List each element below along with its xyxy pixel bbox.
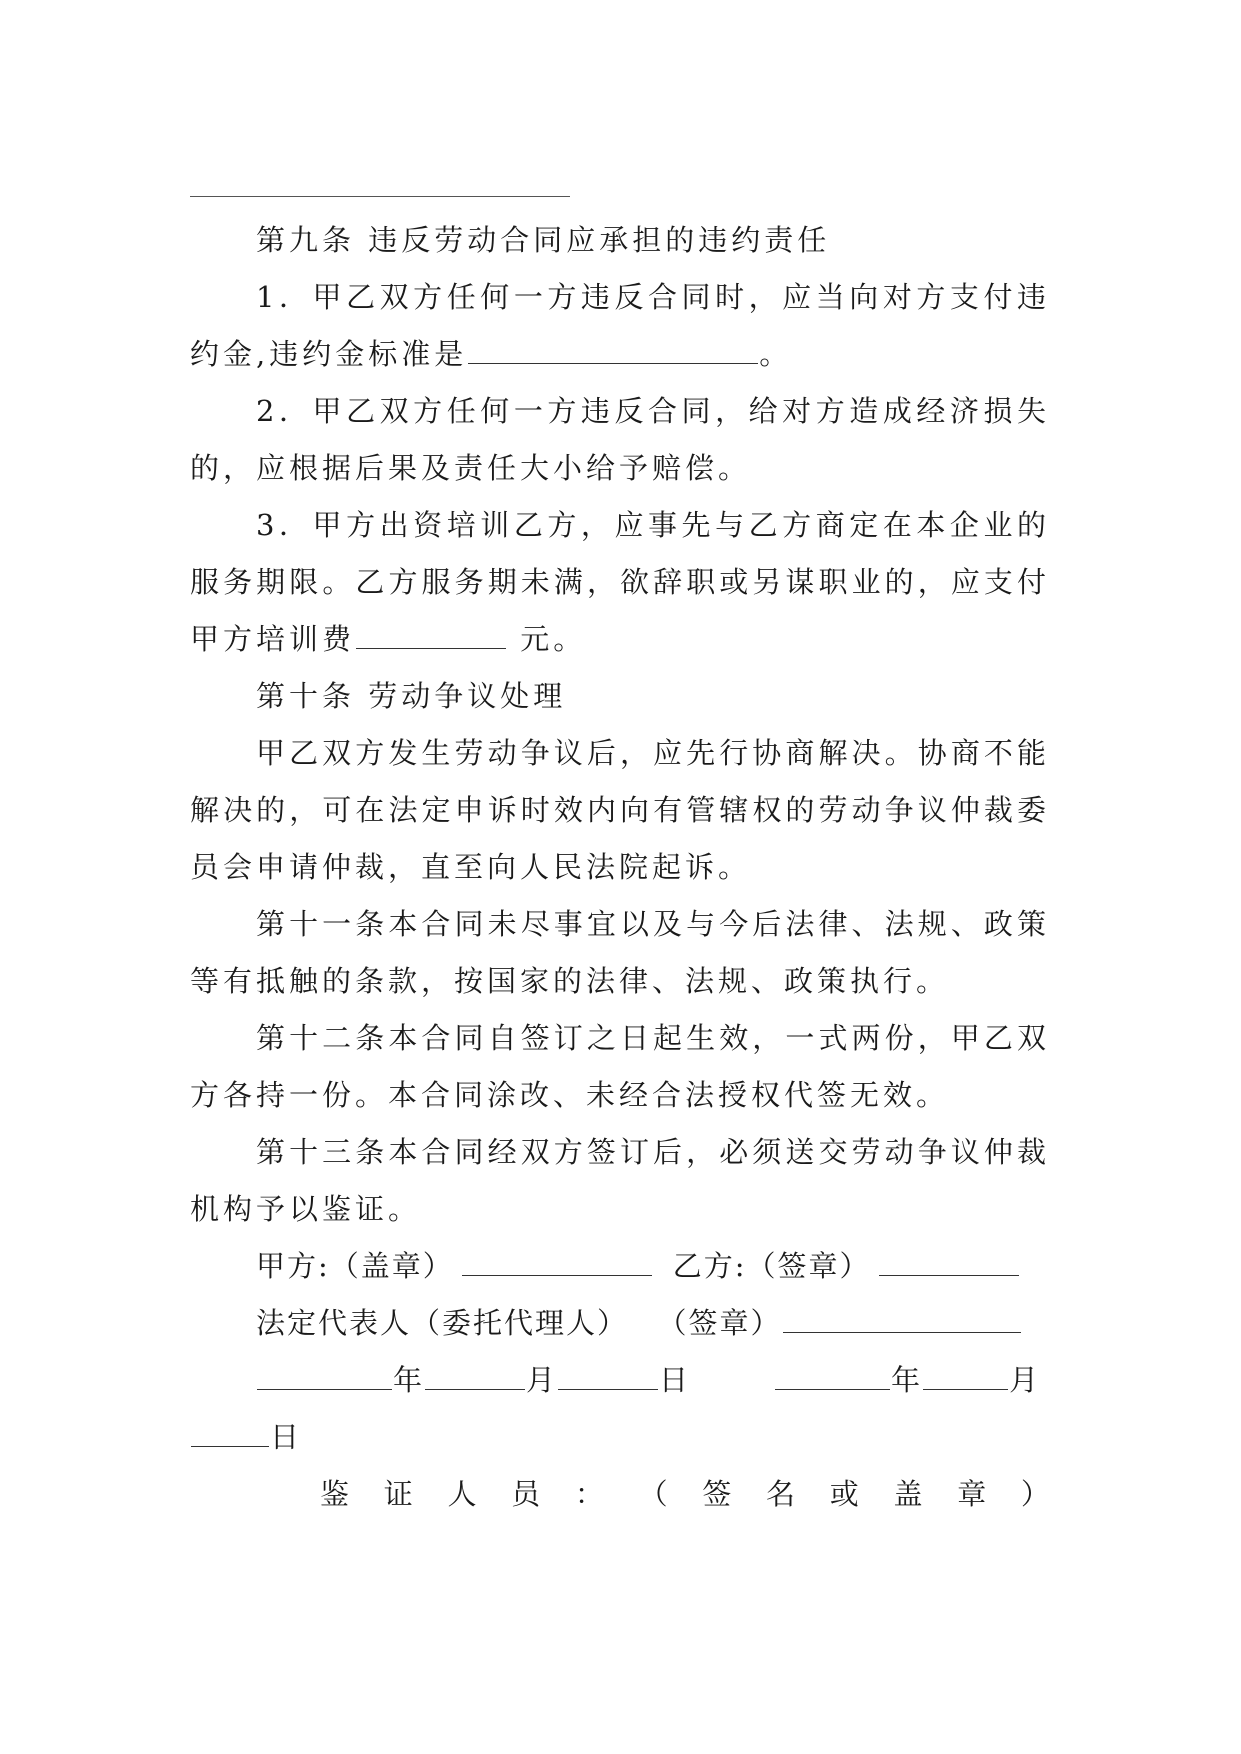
party-a-seal-blank	[462, 1247, 652, 1276]
legal-rep-blank	[783, 1304, 1021, 1333]
article9-item1-line2-text: 约金,违约金标准是	[190, 337, 468, 371]
party-a-year-label: 年	[393, 1363, 425, 1397]
party-b-day-blank	[191, 1418, 269, 1447]
verifier-char: 人	[447, 1477, 477, 1511]
party-b-seal-blank	[879, 1247, 1019, 1276]
verifier-char: 证	[383, 1477, 413, 1511]
party-b-year-blank	[775, 1361, 890, 1390]
training-fee-label: 甲方培训费	[190, 622, 356, 656]
article9-item3-line3	[190, 619, 1050, 659]
verifier-char: 鉴	[320, 1477, 350, 1511]
date-line	[256, 1360, 1050, 1400]
penalty-standard-blank	[468, 335, 758, 364]
verifier-char: 章	[957, 1477, 987, 1511]
party-b-day-label: 日	[270, 1420, 302, 1454]
article9-item3-line2: 服务期限。乙方服务期未满，欲辞职或另谋职业的，应支付	[190, 565, 1050, 599]
party-a-day-blank	[558, 1361, 658, 1390]
date-line-continued	[190, 1417, 1050, 1457]
verifier-char: 或	[829, 1477, 859, 1511]
legal-rep-label: 法定代表人（委托代理人）	[256, 1306, 629, 1340]
article9-item2-line1: 2．甲乙双方任何一方违反合同，给对方造成经济损失	[256, 394, 1050, 428]
party-a-day-label: 日	[659, 1363, 691, 1397]
article10-line1: 甲乙双方发生劳动争议后，应先行协商解决。协商不能	[256, 736, 1050, 770]
verifier-line	[320, 1474, 1050, 1514]
party-signature-line	[256, 1246, 1050, 1286]
verifier-char: 盖	[893, 1477, 923, 1511]
party-a-year-blank	[257, 1361, 392, 1390]
verifier-char: 员	[511, 1477, 541, 1511]
article9-item2-line2: 的，应根据后果及责任大小给予赔偿。	[190, 451, 752, 485]
article11-line2: 等有抵触的条款，按国家的法律、法规、政策执行。	[190, 964, 950, 998]
article10-line3: 员会申请仲裁，直至向人民法院起诉。	[190, 850, 752, 884]
training-fee-blank	[356, 620, 506, 649]
article9-item1-line1: 1．甲乙双方任何一方违反合同时，应当向对方支付违	[256, 280, 1050, 314]
verifier-char: 签	[702, 1477, 732, 1511]
legal-rep-line	[256, 1303, 1050, 1343]
party-b-month-label: 月	[1009, 1363, 1041, 1397]
party-b-label: 乙方:（签章）	[672, 1249, 871, 1283]
article9-title: 第九条 违反劳动合同应承担的违约责任	[256, 223, 831, 257]
article13-line2: 机构予以鉴证。	[190, 1192, 422, 1226]
article12-line2: 方各持一份。本合同涂改、未经合法授权代签无效。	[190, 1078, 950, 1112]
article9-item1-line2-end: 。	[759, 337, 793, 371]
party-a-month-label: 月	[526, 1363, 558, 1397]
verifier-char: ：	[574, 1477, 604, 1511]
article13-line1: 第十三条本合同经双方签订后，必须送交劳动争议仲裁	[256, 1135, 1050, 1169]
party-a-label: 甲方:（盖章）	[256, 1249, 454, 1283]
training-fee-unit: 元。	[507, 622, 587, 656]
party-a-month-blank	[425, 1361, 525, 1390]
party-b-month-blank	[923, 1361, 1008, 1390]
article10-title: 第十条 劳动争议处理	[256, 679, 567, 713]
article12-line1: 第十二条本合同自签订之日起生效，一式两份，甲乙双	[256, 1021, 1050, 1055]
article11-line1: 第十一条本合同未尽事宜以及与今后法律、法规、政策	[256, 907, 1050, 941]
legal-rep-sign-label: （签章）	[672, 1306, 782, 1340]
article9-item3-line1: 3．甲方出资培训乙方，应事先与乙方商定在本企业的	[256, 508, 1050, 542]
verifier-char: ）	[1020, 1477, 1050, 1511]
article10-line2: 解决的，可在法定申诉时效内向有管辖权的劳动争议仲裁委	[190, 793, 1050, 827]
top-divider	[190, 196, 570, 197]
party-b-year-label: 年	[891, 1363, 923, 1397]
verifier-char: （	[638, 1477, 668, 1511]
article9-item1-line2	[190, 334, 1050, 374]
verifier-char: 名	[766, 1477, 796, 1511]
